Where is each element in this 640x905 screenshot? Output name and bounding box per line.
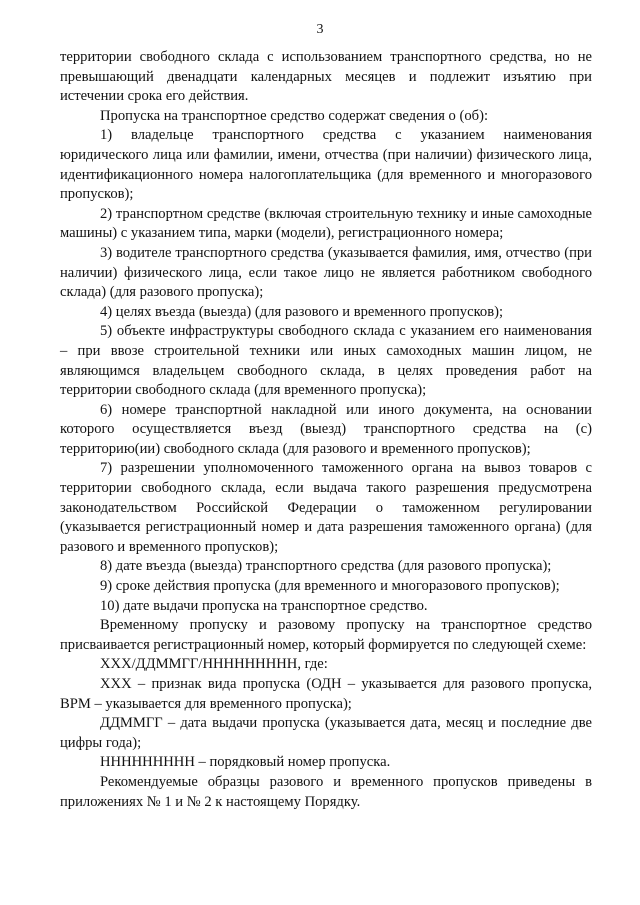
document-body: [60, 48, 592, 812]
paragraph: ННННННННН – порядковый номер пропуска.: [100, 754, 391, 771]
paragraph: 4) целях въезда (выезда) (для разового и временного пропусков);: [100, 303, 504, 320]
paragraph: Пропуска на транспортное средство содержат сведения о (об):: [100, 107, 488, 124]
paragraph: территории свободного склада с использованием транспортного средства, но не превышающий двенадцати календарных месяцев и подлежит изъятию при истечении срока его действия.: [60, 49, 592, 105]
paragraph: 6) номере транспортной накладной или иного документа, на основании которого осуществляется въезд (выезд) транспортного средства на (с) территорию(ии) свободного склада (для разового и временного пропусков);: [60, 401, 592, 457]
paragraph: 1) владельце транспортного средства с указанием наименования юридического лица или фамилии, имени, отчества (при наличии) физического лица, идентификационного номера налогоплательщика (для временного и многоразового пропусков);: [60, 127, 592, 203]
paragraph: Рекомендуемые образцы разового и временного пропусков приведены в приложениях № 1 и № 2 к настоящему Порядку.: [60, 773, 592, 810]
paragraph: ДДММГГ – дата выдачи пропуска (указывается дата, месяц и последние две цифры года);: [60, 715, 592, 751]
paragraph: 2) транспортном средстве (включая строительную технику и иные самоходные машины) с указанием типа, марки (модели), регистрационного номера;: [60, 205, 592, 242]
paragraph: 3) водителе транспортного средства (указывается фамилия, имя, отчество (при наличии) физического лица, если такое лицо не является работником свободного склада) (для разового пропуска);: [60, 244, 592, 301]
paragraph: 10) дате выдачи пропуска на транспортное средство.: [100, 597, 428, 614]
paragraph: 8) дате въезда (выезда) транспортного средства (для разового пропуска);: [100, 558, 552, 575]
paragraph: ХХХ – признак вида пропуска (ОДН – указывается для разового пропуска, ВРМ – указывается для временного пропуска);: [60, 676, 592, 712]
paragraph: 7) разрешении уполномоченного таможенного органа на вывоз товаров с территории свободного склада, если выдача такого разрешения предусмотрена законодательством Российской Федерации о таможенном регулировании (указывается регистрационный номер и дата разрешения таможенного органа) (для разового и временного пропусков);: [60, 460, 592, 555]
paragraph: ХХХ/ДДММГГ/ННННННННН, где:: [100, 656, 328, 673]
page-number: 3: [316, 22, 324, 37]
paragraph: Временному пропуску и разовому пропуску на транспортное средство присваивается регистрационный номер, который формируется по следующей схеме:: [60, 617, 592, 653]
paragraph: 5) объекте инфраструктуры свободного склада с указанием его наименования – при ввозе строительной техники или иных самоходных машин лицом, не являющимся владельцем свободного склада, в целях проведения работ на территории свободного склада (для временного пропуска);: [60, 323, 592, 399]
paragraph: 9) сроке действия пропуска (для временного и многоразового пропусков);: [100, 578, 560, 595]
